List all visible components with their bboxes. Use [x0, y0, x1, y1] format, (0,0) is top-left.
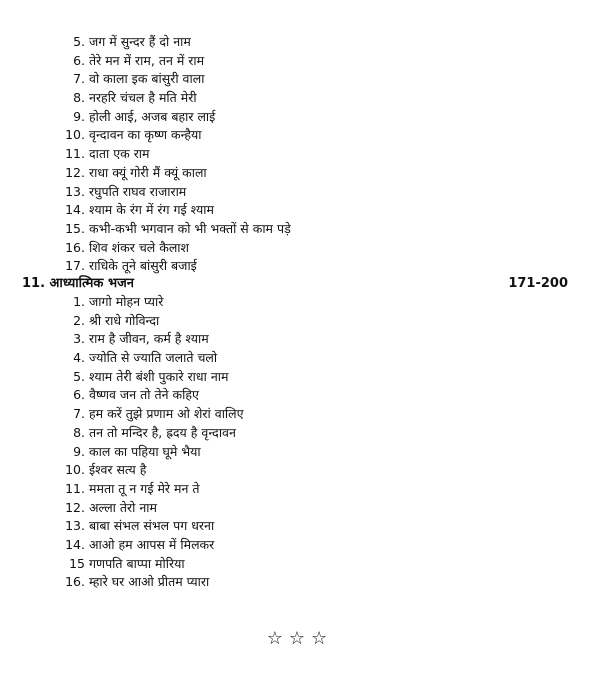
- item-number: 6.: [73, 387, 85, 403]
- item-number: 13.: [65, 183, 85, 199]
- item-title: ममता तू न गई मेरे मन ते: [89, 480, 200, 496]
- item-title: नरहरि चंचल है मति मेरी: [89, 90, 197, 106]
- item-number: 7.: [73, 406, 85, 422]
- item-number: 11.: [65, 480, 85, 496]
- list-item: [65, 405, 244, 424]
- item-title: हम करें तुझे प्रणाम ओ शेरां वालिए: [89, 406, 244, 422]
- item-number: 11.: [65, 146, 85, 162]
- list-item: [65, 33, 291, 52]
- item-number: 17.: [65, 258, 85, 274]
- list-item: [65, 368, 244, 387]
- list-item: [65, 424, 244, 443]
- item-number: 3.: [73, 331, 85, 347]
- item-number: 8.: [73, 424, 85, 440]
- item-title: वैष्णव जन तो तेने कहिए: [89, 387, 199, 403]
- item-title: वृन्दावन का कृष्ण कन्हैया: [89, 127, 202, 143]
- item-number: 9.: [73, 443, 85, 459]
- item-number: 4.: [73, 350, 85, 366]
- list-item: [65, 499, 244, 518]
- item-number: 5.: [73, 368, 85, 384]
- item-number: 6.: [73, 52, 85, 68]
- item-title: श्याम तेरी बंशी पुकारे राधा नाम: [89, 368, 229, 384]
- item-title: ज्योति से ज्याति जलाते चलो: [89, 350, 218, 366]
- page-range: 171-200: [508, 276, 568, 291]
- item-number: 1.: [73, 294, 85, 309]
- list-item: [65, 517, 244, 536]
- item-title: श्री राधे गोविन्दा: [89, 312, 160, 328]
- list-item: [65, 108, 291, 127]
- item-number: 12.: [65, 499, 85, 515]
- song-list-spiritual: [65, 293, 244, 592]
- item-number: 10.: [65, 462, 85, 478]
- item-number: 13.: [65, 518, 85, 534]
- item-title: जग में सुन्दर हैं दो नाम: [89, 34, 191, 49]
- item-title: वो काला इक बांसुरी वाला: [89, 71, 205, 87]
- item-title: जागो मोहन प्यारे: [89, 294, 164, 309]
- item-title: शिव शंकर चले कैलाश: [89, 239, 190, 255]
- list-item: [65, 461, 244, 480]
- item-title: होली आई, अजब बहार लाई: [89, 108, 216, 124]
- list-item: [65, 386, 244, 405]
- list-item: [65, 239, 291, 258]
- section-header: [22, 274, 568, 294]
- list-item: [65, 164, 291, 183]
- item-number: 12.: [65, 164, 85, 180]
- list-item: [65, 443, 244, 462]
- item-title: राधा क्यूं गोरी मैं क्यूं काला: [89, 164, 207, 180]
- list-item: [65, 183, 291, 202]
- item-title: राधिके तूने बांसुरी बजाई: [89, 258, 197, 274]
- item-title: बाबा संभल संभल पग धरना: [89, 518, 215, 534]
- item-title: म्हारे घर आओ प्रीतम प्यारा: [89, 574, 210, 590]
- list-item: [65, 52, 291, 71]
- list-item: [65, 220, 291, 239]
- list-item: [65, 536, 244, 555]
- item-number: 9.: [73, 108, 85, 124]
- list-item: [65, 293, 244, 312]
- item-number: 10.: [65, 127, 85, 143]
- item-title: आओ हम आपस में मिलकर: [89, 536, 215, 552]
- list-item: [65, 126, 291, 145]
- item-number: 15.: [65, 220, 85, 236]
- item-number: 2.: [73, 312, 85, 328]
- list-item: [65, 89, 291, 108]
- item-title: अल्ला तेरो नाम: [89, 499, 157, 515]
- item-number: 8.: [73, 90, 85, 106]
- song-list-continued: [65, 33, 291, 276]
- item-title: तेरे मन में राम, तन में राम: [89, 52, 205, 68]
- section-title: 11. आध्यात्मिक भजन: [22, 276, 134, 291]
- item-title: राम है जीवन, कर्म है श्याम: [89, 331, 209, 347]
- item-title: ईश्वर सत्य है: [89, 462, 147, 478]
- item-number: 14.: [65, 536, 85, 552]
- item-number: 15: [69, 555, 85, 571]
- item-number: 16.: [65, 239, 85, 255]
- item-number: 7.: [73, 71, 85, 87]
- list-item: [65, 573, 244, 592]
- list-item: [65, 145, 291, 164]
- item-title: कभी-कभी भगवान को भी भक्तों से काम पड़े: [89, 220, 291, 236]
- list-item: [65, 349, 244, 368]
- item-number: 5.: [73, 34, 85, 49]
- section-end-stars: ☆☆☆: [266, 628, 334, 649]
- list-item: [65, 480, 244, 499]
- item-title: गणपति बाप्पा मोरिया: [89, 555, 185, 571]
- item-title: दाता एक राम: [89, 146, 150, 162]
- list-item: [65, 70, 291, 89]
- item-number: 16.: [65, 574, 85, 590]
- item-number: 14.: [65, 202, 85, 218]
- list-item: [65, 330, 244, 349]
- item-title: श्याम के रंग में रंग गई श्याम: [89, 202, 214, 218]
- item-title: काल का पहिया घूमे भैया: [89, 443, 201, 459]
- item-title: तन तो मन्दिर है, ह्रदय है वृन्दावन: [89, 424, 236, 440]
- list-item: [65, 555, 244, 574]
- item-title: रघुपति राघव राजाराम: [89, 183, 187, 199]
- list-item: [65, 201, 291, 220]
- list-item: [65, 312, 244, 331]
